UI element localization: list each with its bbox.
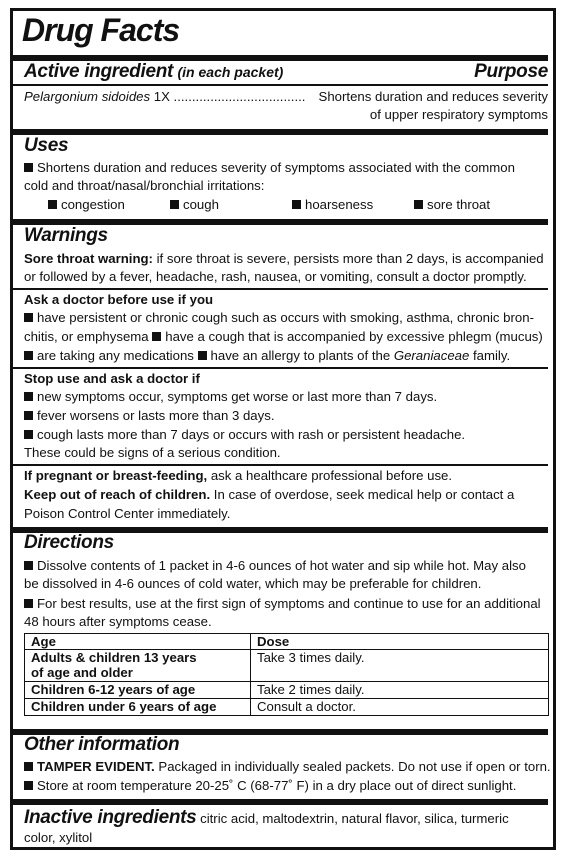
directions-line-3: For best results, use at the first sign of symptoms and continue to use for an additional [24, 595, 541, 612]
bullet-icon [292, 200, 301, 209]
divider [12, 464, 548, 466]
storage-line: Store at room temperature 20-25˚ C (68-77˚ F) in a dry place out of direct sunlight. [24, 777, 516, 794]
table-cell-age: Children 6-12 years of age [25, 682, 251, 699]
table-row [25, 650, 549, 682]
bullet-icon [48, 200, 57, 209]
uses-item: hoarseness [292, 196, 373, 213]
other-info-heading: Other information [24, 734, 180, 755]
active-ingredient-line: Pelargonium sidoides 1X .................................... [24, 89, 306, 104]
table-row [25, 699, 549, 716]
table-cell-age: Children under 6 years of age [25, 699, 251, 716]
page-title: Drug Facts [22, 12, 180, 48]
bullet-icon [152, 332, 161, 341]
uses-heading: Uses [24, 135, 69, 156]
uses-item: sore throat [414, 196, 490, 213]
directions-line-1: Dissolve contents of 1 packet in 4-6 ounces of hot water and sip while hot. May also [24, 557, 526, 574]
keep-out-warning: Keep out of reach of children. In case of overdose, seek medical help or contact a [24, 487, 515, 502]
stop-line-3: cough lasts more than 7 days or occurs with rash or persistent headache. [24, 426, 465, 443]
stop-line-1: new symptoms occur, symptoms get worse or last more than 7 days. [24, 388, 437, 405]
directions-heading: Directions [24, 532, 114, 553]
stop-line-2: fever worsens or lasts more than 3 days. [24, 407, 274, 424]
bullet-icon [414, 200, 423, 209]
bullet-icon [198, 351, 207, 360]
sore-throat-warning: Sore throat warning: if sore throat is severe, persists more than 2 days, is accompanied [24, 251, 544, 266]
table-cell-dose: Consult a doctor. [251, 699, 549, 716]
bullet-icon [24, 163, 33, 172]
uses-item: congestion [48, 196, 125, 213]
uses-line-1: Shortens duration and reduces severity of symptoms associated with the common [24, 159, 515, 176]
warnings-heading: Warnings [24, 225, 108, 246]
table-header-dose: Dose [251, 634, 549, 650]
pregnant-warning: If pregnant or breast-feeding, ask a healthcare professional before use. [24, 468, 453, 483]
inactive-ingredients-line: Inactive ingredients citric acid, maltodextrin, natural flavor, silica, turmeric [24, 807, 509, 828]
bullet-icon [24, 392, 33, 401]
table-header-age: Age [25, 634, 251, 650]
divider [12, 367, 548, 369]
table-cell-dose: Take 3 times daily. [251, 650, 549, 682]
bullet-icon [24, 411, 33, 420]
table-cell-dose: Take 2 times daily. [251, 682, 549, 699]
ask-doctor-heading: Ask a doctor before use if you [24, 292, 214, 307]
bullet-icon [24, 599, 33, 608]
stop-use-heading: Stop use and ask a doctor if [24, 371, 200, 386]
uses-line-2: cold and throat/nasal/bronchial irritations: [24, 178, 265, 193]
divider [12, 129, 548, 135]
directions-line-4: 48 hours after symptoms cease. [24, 614, 212, 629]
bullet-icon [170, 200, 179, 209]
tamper-evident-line: TAMPER EVIDENT. Packaged in individually sealed packets. Do not use if open or torn. [24, 758, 551, 775]
ask-line-1: have persistent or chronic cough such as occurs with smoking, asthma, chronic bron- [24, 309, 534, 326]
bullet-icon [24, 430, 33, 439]
divider [12, 288, 548, 290]
divider [12, 84, 548, 86]
bullet-icon [24, 313, 33, 322]
inactive-ingredients-line-2: color, xylitol [24, 830, 93, 845]
keep-out-warning-2: Poison Control Center immediately. [24, 506, 231, 521]
ask-line-2: chitis, or emphysema have a cough that is accompanied by excessive phlegm (mucus) [24, 329, 543, 344]
uses-item: cough [170, 196, 219, 213]
purpose-heading: Purpose [474, 61, 548, 82]
directions-line-2: be dissolved in 4-6 ounces of cold water, which may be preferable for children. [24, 576, 482, 591]
table-header-row [25, 634, 549, 650]
divider [12, 799, 548, 805]
table-cell-age: Adults & children 13 years of age and older [25, 650, 251, 682]
active-ingredient-heading: Active ingredient (in each packet) [24, 61, 284, 82]
bullet-icon [24, 762, 33, 771]
stop-line-4: These could be signs of a serious condition. [24, 445, 281, 460]
bullet-icon [24, 781, 33, 790]
bullet-icon [24, 351, 33, 360]
ask-line-3: are taking any medications have an allergy to plants of the Geraniaceae family. [24, 347, 510, 364]
sore-throat-warning-2: or followed by a fever, headache, rash, nausea, or vomiting, consult a doctor promptly. [24, 269, 527, 284]
table-row [25, 682, 549, 699]
dosage-table [24, 633, 549, 716]
bullet-icon [24, 561, 33, 570]
purpose-line-2: of upper respiratory symptoms [369, 107, 548, 122]
purpose-line-1: Shortens duration and reduces severity [318, 89, 548, 104]
